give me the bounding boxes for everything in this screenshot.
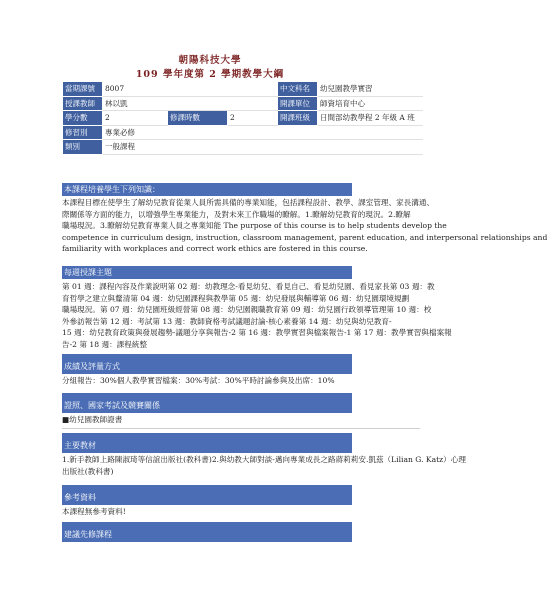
weekly-line: 育哲學之建立與釐清第 04 週：幼兒園課程與教學第 05 週：幼兒發展與輔導第 06 週：幼兒園環境規劃 bbox=[62, 293, 410, 303]
course-name-value: 幼兒園教學實習 bbox=[318, 82, 423, 97]
certificate-text: ■幼兒園教師證書 bbox=[62, 415, 123, 424]
teacher-label: 授課教師 bbox=[63, 96, 103, 111]
prereq-header: 建議先修課程 bbox=[62, 522, 352, 542]
objectives-text bbox=[62, 197, 547, 255]
weekly-line: 告-2 第 18 週：課程統整 bbox=[62, 339, 148, 349]
objectives-line: 本課程目標在使學生了解幼兒教育從業人員所需具備的專業知能，包括課程設計、教學、課室管理、家長溝通、 bbox=[62, 198, 435, 207]
info-row-5 bbox=[63, 140, 423, 155]
type-value: 一般課程 bbox=[103, 140, 423, 155]
teacher-value: 林以凱 bbox=[103, 96, 278, 111]
class-value: 日間部幼教學程 2 年級 A 班 bbox=[318, 111, 423, 126]
objectives-line: familiarity with workplaces and correct work ethics are fostered in this course. bbox=[62, 244, 368, 253]
objectives-line: 職場現況。3.瞭解幼兒教育專業人員之專業知能 The purpose of this course is to help students develop the bbox=[62, 221, 447, 230]
reference-text: 本課程無參考資料! bbox=[62, 507, 126, 516]
grading-header: 成績及評量方式 bbox=[62, 354, 352, 374]
credits-value: 2 bbox=[103, 111, 168, 126]
grading-text: 分組報告：30%個人教學實習檔案：30%考試：30%平時討論參與及出席：10% bbox=[62, 376, 335, 385]
info-row-4 bbox=[63, 125, 423, 140]
weekly-text bbox=[62, 281, 452, 350]
weekly-line: 第 01 週：課程內容及作業說明第 02 週：幼教理念-看見幼兒、看見自己、看見幼兒園、看見家長第 03 週：教 bbox=[62, 282, 435, 291]
reference-header: 參考資料 bbox=[62, 485, 352, 505]
hours-label: 修課時數 bbox=[168, 111, 228, 126]
term-title: 109 學年度第 2 學期教學大綱 bbox=[135, 69, 285, 80]
textbook-line: 出版社(教科書) bbox=[62, 466, 114, 476]
info-row-1 bbox=[63, 82, 423, 97]
category-label: 修習別 bbox=[63, 125, 103, 140]
info-row-2 bbox=[63, 96, 423, 111]
course-code-value: 8007 bbox=[103, 82, 278, 97]
weekly-line: 外參訪報告第 12 週：考試第 13 週：教師資格考試議題討論-核心素養第 14 週：幼兒與幼兒教育- bbox=[62, 316, 392, 326]
textbook-line: 1.新手教師上路陳淑琦等信誼出版社(教科書)2.與幼教大師對談-邁向專業成長之路蔣莉莉安.凱茲（Lilian G. Katz）心理 bbox=[62, 455, 466, 464]
info-row-3 bbox=[63, 111, 423, 126]
objectives-header: 本課程培養學生下列知識： bbox=[62, 183, 352, 196]
course-name-label: 中文科名 bbox=[278, 82, 318, 97]
class-label: 開課班級 bbox=[278, 111, 318, 126]
course-info-table bbox=[62, 81, 423, 155]
school-name: 朝陽科技大學 bbox=[178, 55, 242, 66]
type-label: 類別 bbox=[63, 140, 103, 155]
category-value: 專業必修 bbox=[103, 125, 423, 140]
objectives-line: competence in curriculum design, instruction, classroom management, parent education, and interpersonal relationships and bbox=[62, 232, 547, 242]
weekly-line: 15 週：幼兒教育政策與發展趨勢-議題分享與報告-2 第 16 週：教學實習與檔案報告-1 第 17 週：教學實習與檔案報 bbox=[62, 328, 452, 337]
objectives-line: 際關係等方面的能力，以增強學生專業能力，及對未來工作職場的瞭解。1.瞭解幼兒教育的現況。2.瞭解 bbox=[62, 209, 411, 219]
hours-value: 2 bbox=[228, 111, 278, 126]
textbook-text bbox=[62, 454, 466, 477]
weekly-line: 職場現況。第 07 週：幼兒園班級經營第 08 週：幼兒園親職教育第 09 週：幼兒園行政領導管理第 10 週：校 bbox=[62, 305, 432, 314]
certificate-header: 證照、國家考試及競賽關係 bbox=[62, 393, 352, 413]
textbook-header: 主要教材 bbox=[62, 433, 352, 453]
weekly-header: 每週授課主題 bbox=[62, 266, 352, 279]
section-divider bbox=[62, 428, 420, 429]
dept-value: 師資培育中心 bbox=[318, 96, 423, 111]
dept-label: 開課單位 bbox=[278, 96, 318, 111]
course-code-label: 當期課號 bbox=[63, 82, 103, 97]
credits-label: 學分數 bbox=[63, 111, 103, 126]
